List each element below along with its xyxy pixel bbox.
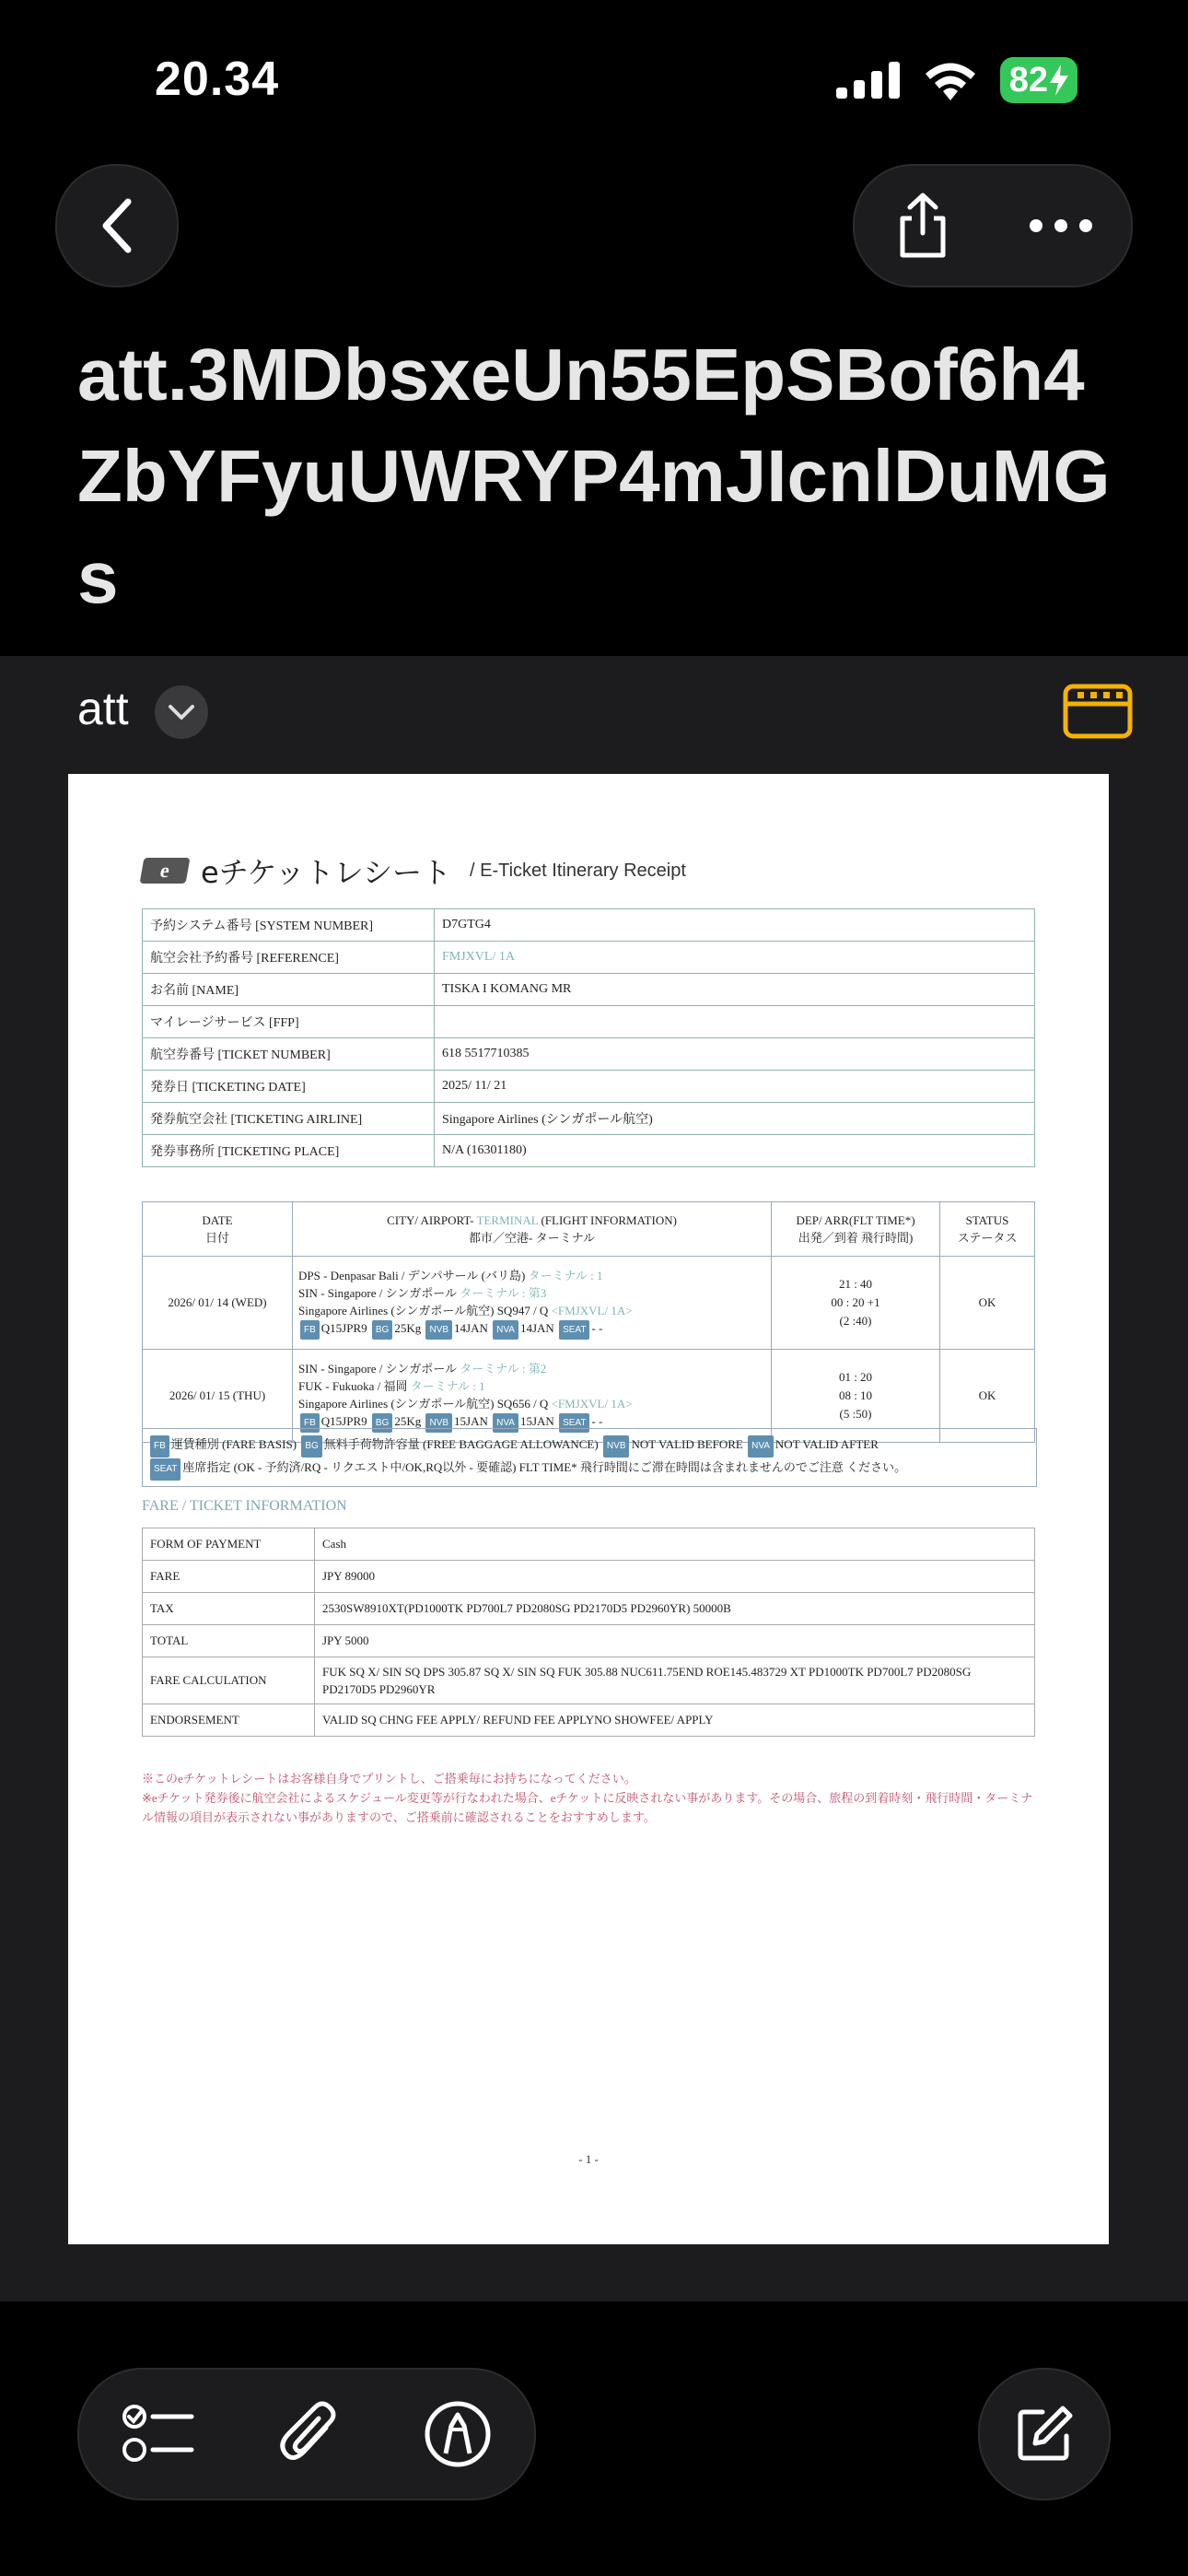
flight-table	[142, 1201, 1035, 1443]
document-viewer[interactable]	[0, 767, 1188, 2301]
legend-box	[142, 1428, 1037, 1487]
fare-value: FUK SQ X/ SIN SQ DPS 305.87 SQ X/ SIN SQ FUK 305.88 NUC611.75END ROE145.483729 XT PD1000TK PD700L7 PD2080SG PD2170D5 PD2960YR	[315, 1657, 1035, 1704]
note-line: ※このeチケットレシートはお客様自身でプリントし、ご搭乗毎にお持ちになってください。	[142, 1772, 636, 1786]
action-group	[853, 164, 1133, 287]
bg-tag: BG	[301, 1435, 321, 1458]
flight-reference: <FMJXVL/ 1A>	[551, 1396, 633, 1411]
tray-icon	[1063, 684, 1133, 739]
nva-tag: NVA	[493, 1413, 518, 1433]
flight-date: 2026/ 01/ 15 (THU)	[143, 1350, 293, 1443]
bg-tag: BG	[372, 1413, 392, 1433]
flight-status: OK	[940, 1257, 1035, 1350]
fare-label: FARE CALCULATION	[143, 1657, 315, 1704]
info-value: Singapore Airlines (シンガポール航空)	[435, 1103, 1035, 1135]
flight-origin: SIN - Singapore / シンガポール	[298, 1361, 458, 1376]
not-valid-after: 14JAN	[519, 1320, 554, 1335]
flight-destination: FUK - Fukuoka / 福岡	[298, 1378, 408, 1393]
info-label: 発券日 [TICKETING DATE]	[143, 1071, 435, 1103]
ellipsis-icon[interactable]	[1029, 217, 1093, 235]
info-value: FMJXVL/ 1A	[435, 942, 1035, 974]
attachment-tray-button[interactable]	[1063, 684, 1133, 744]
flight-time: (5 :50)	[839, 1407, 872, 1421]
markup-toolbar	[77, 2368, 536, 2500]
departure-time: 01 : 20	[838, 1370, 873, 1384]
table-row	[143, 1038, 1035, 1071]
seat: - -	[591, 1413, 603, 1428]
info-label: 予約システム番号 [SYSTEM NUMBER]	[143, 909, 435, 942]
seat-tag: SEAT	[559, 1413, 589, 1433]
table-row	[143, 1657, 1035, 1704]
fare-label: FARE	[143, 1561, 315, 1593]
header-text-jp: 都市／空港- ターミナル	[469, 1230, 595, 1245]
flight-destination-terminal: ターミナル : 第3	[460, 1285, 547, 1300]
info-value	[435, 1006, 1035, 1038]
nvb-tag: NVB	[425, 1413, 452, 1433]
not-valid-before: 15JAN	[454, 1413, 488, 1428]
table-row	[143, 1135, 1035, 1167]
baggage: 25Kg	[394, 1320, 422, 1335]
fare-value: JPY 5000	[315, 1625, 1035, 1657]
eticket-title: eチケットレシート	[201, 855, 452, 890]
arrival-time: 08 : 10	[838, 1388, 873, 1402]
compose-icon	[1015, 2405, 1074, 2464]
fare-label: FORM OF PAYMENT	[143, 1528, 315, 1561]
info-value: D7GTG4	[435, 909, 1035, 942]
not-valid-before: 14JAN	[454, 1320, 488, 1335]
info-value: 618 5517710385	[435, 1038, 1035, 1071]
table-row	[143, 1103, 1035, 1135]
table-row	[143, 1704, 1035, 1737]
table-row	[143, 1593, 1035, 1625]
table-row	[143, 1257, 1035, 1350]
baggage: 25Kg	[394, 1413, 422, 1428]
info-label: 発券航空会社 [TICKETING AIRLINE]	[143, 1103, 435, 1135]
fb-tag: FB	[300, 1320, 320, 1340]
battery-level: 82	[1008, 61, 1048, 100]
attachment-title: att.3MDbsxeUn55EpSBof6h4ZbYFyuUWRYP4mJIcnlDuMGs	[77, 334, 1111, 618]
nvb-tag: NVB	[425, 1320, 452, 1340]
chevron-down-icon	[168, 703, 195, 721]
info-value: 2025/ 11/ 21	[435, 1071, 1035, 1103]
info-label: 発券事務所 [TICKETING PLACE]	[143, 1135, 435, 1167]
legend-text: 運賃種別 (FARE BASIS)	[170, 1437, 297, 1451]
battery-indicator	[1000, 57, 1077, 103]
page-number: - 1 -	[578, 2152, 599, 2166]
notes	[142, 1769, 1040, 1827]
markup-pen-icon[interactable]	[424, 2400, 492, 2468]
table-row	[143, 909, 1035, 942]
flight-carrier: Singapore Airlines (シンガポール航空) SQ947 / Q	[298, 1303, 549, 1317]
info-label: お名前 [NAME]	[143, 974, 435, 1006]
table-header-row	[143, 1202, 1035, 1257]
charging-bolt-icon	[1050, 64, 1068, 96]
flight-time: (2 :40)	[839, 1314, 872, 1328]
table-row	[143, 1006, 1035, 1038]
fare-table	[142, 1528, 1035, 1737]
flight-origin-terminal: ターミナル : 1	[528, 1268, 603, 1282]
legend-text: NOT VALID BEFORE	[631, 1437, 743, 1451]
header-text: (FLIGHT INFORMATION)	[538, 1212, 677, 1227]
bg-tag: BG	[372, 1320, 392, 1340]
table-row	[143, 1071, 1035, 1103]
flight-origin: DPS - Denpasar Bali / デンパサール (バリ島)	[298, 1268, 526, 1282]
fb-tag: FB	[300, 1413, 320, 1433]
header-text-jp: 出発／到着 飛行時間)	[798, 1230, 914, 1245]
table-row	[143, 1625, 1035, 1657]
eticket-subtitle: / E-Ticket Itinerary Receipt	[470, 860, 686, 881]
fare-basis: Q15JPR9	[320, 1320, 367, 1335]
fare-label: ENDORSEMENT	[143, 1704, 315, 1737]
column-header-city	[293, 1202, 772, 1257]
flight-carrier: Singapore Airlines (シンガポール航空) SQ656 / Q	[298, 1396, 549, 1411]
table-row	[143, 942, 1035, 974]
nva-tag: NVA	[493, 1320, 518, 1340]
seat: - -	[591, 1320, 603, 1335]
column-header-deparr	[772, 1202, 940, 1257]
legend-text: 無料手荷物許容量 (FREE BAGGAGE ALLOWANCE)	[323, 1437, 599, 1451]
nvb-tag: NVB	[603, 1435, 630, 1458]
fare-value: Cash	[315, 1528, 1035, 1561]
status-indicators	[836, 57, 1077, 103]
flight-origin-terminal: ターミナル : 第2	[460, 1361, 547, 1376]
flight-reference: <FMJXVL/ 1A>	[551, 1303, 633, 1317]
legend-text: 座席指定 (OK - 予約済/RQ - リクエスト中/OK,RQ以外 - 要確認) FLT TIME* 飛行時間にご滞在時間は含まれませんのでご注意 ください。	[182, 1460, 907, 1474]
note-line: ※eチケット発券後に航空会社によるスケジュール変更等が行なわれた場合、eチケットに反映されない事があります。その場合、旅程の到着時刻・飛行時間・ターミナル情報の項目が表示されない事がありますので、ご搭乗前に確認されることをおすすめします。	[142, 1791, 1033, 1824]
legend-text: NOT VALID AFTER	[775, 1437, 879, 1451]
flight-info	[293, 1257, 772, 1350]
share-icon[interactable]	[893, 193, 952, 259]
eticket-header	[142, 849, 686, 892]
info-label: 航空券番号 [TICKET NUMBER]	[143, 1038, 435, 1071]
seat-tag: SEAT	[150, 1458, 181, 1481]
attachment-bar	[0, 656, 1188, 767]
status-time: 20.34	[155, 53, 280, 106]
header-text: DEP/ ARR(FLT TIME*)	[796, 1212, 915, 1227]
info-table	[142, 908, 1035, 1167]
compose-button[interactable]	[978, 2368, 1111, 2500]
cellular-signal-icon	[836, 62, 901, 99]
document-page	[68, 774, 1109, 2244]
chevron-left-icon	[97, 198, 137, 253]
info-value: N/A (16301180)	[435, 1135, 1035, 1167]
arrival-time: 00 : 20 +1	[831, 1295, 880, 1309]
eticket-logo: e	[140, 858, 191, 884]
checklist-icon[interactable]	[122, 2402, 195, 2466]
flight-date: 2026/ 01/ 14 (WED)	[143, 1257, 293, 1350]
table-row	[143, 1561, 1035, 1593]
header-text-jp: ステータス	[957, 1230, 1018, 1245]
header-text-jp: 日付	[204, 1230, 229, 1245]
fare-basis: Q15JPR9	[320, 1413, 367, 1428]
back-button[interactable]	[55, 164, 179, 287]
info-value: TISKA I KOMANG MR	[435, 974, 1035, 1006]
flight-status: OK	[940, 1350, 1035, 1443]
fare-section-title: FARE / TICKET INFORMATION	[142, 1498, 347, 1514]
departure-time: 21 : 40	[838, 1277, 873, 1291]
fare-label: TOTAL	[143, 1625, 315, 1657]
info-label: マイレージサービス [FFP]	[143, 1006, 435, 1038]
nva-tag: NVA	[748, 1435, 774, 1458]
column-header-status	[940, 1202, 1035, 1257]
flight-destination-terminal: ターミナル : 1	[410, 1378, 485, 1393]
flight-destination: SIN - Singapore / シンガポール	[298, 1285, 458, 1300]
flight-times	[772, 1257, 940, 1350]
header-text: CITY/ AIRPORT-	[387, 1212, 477, 1227]
fare-value: JPY 89000	[315, 1561, 1035, 1593]
paperclip-icon[interactable]	[280, 2400, 339, 2468]
header-text: DATE	[202, 1212, 233, 1227]
wifi-icon	[923, 60, 978, 100]
not-valid-after: 15JAN	[519, 1413, 554, 1428]
fb-tag: FB	[150, 1435, 169, 1458]
attachment-label: att	[77, 683, 129, 734]
attachment-menu-button[interactable]	[155, 685, 208, 739]
fare-value: 2530SW8910XT(PD1000TK PD700L7 PD2080SG PD2170D5 PD2960YR) 50000B	[315, 1593, 1035, 1625]
header-text-terminal: TERMINAL	[476, 1212, 539, 1227]
fare-value: VALID SQ CHNG FEE APPLY/ REFUND FEE APPLYNO SHOWFEE/ APPLY	[315, 1704, 1035, 1737]
column-header-date	[143, 1202, 293, 1257]
header-text: STATUS	[965, 1212, 1009, 1227]
seat-tag: SEAT	[559, 1320, 589, 1340]
table-row	[143, 974, 1035, 1006]
info-label: 航空会社予約番号 [REFERENCE]	[143, 942, 435, 974]
table-row	[143, 1528, 1035, 1561]
fare-label: TAX	[143, 1593, 315, 1625]
